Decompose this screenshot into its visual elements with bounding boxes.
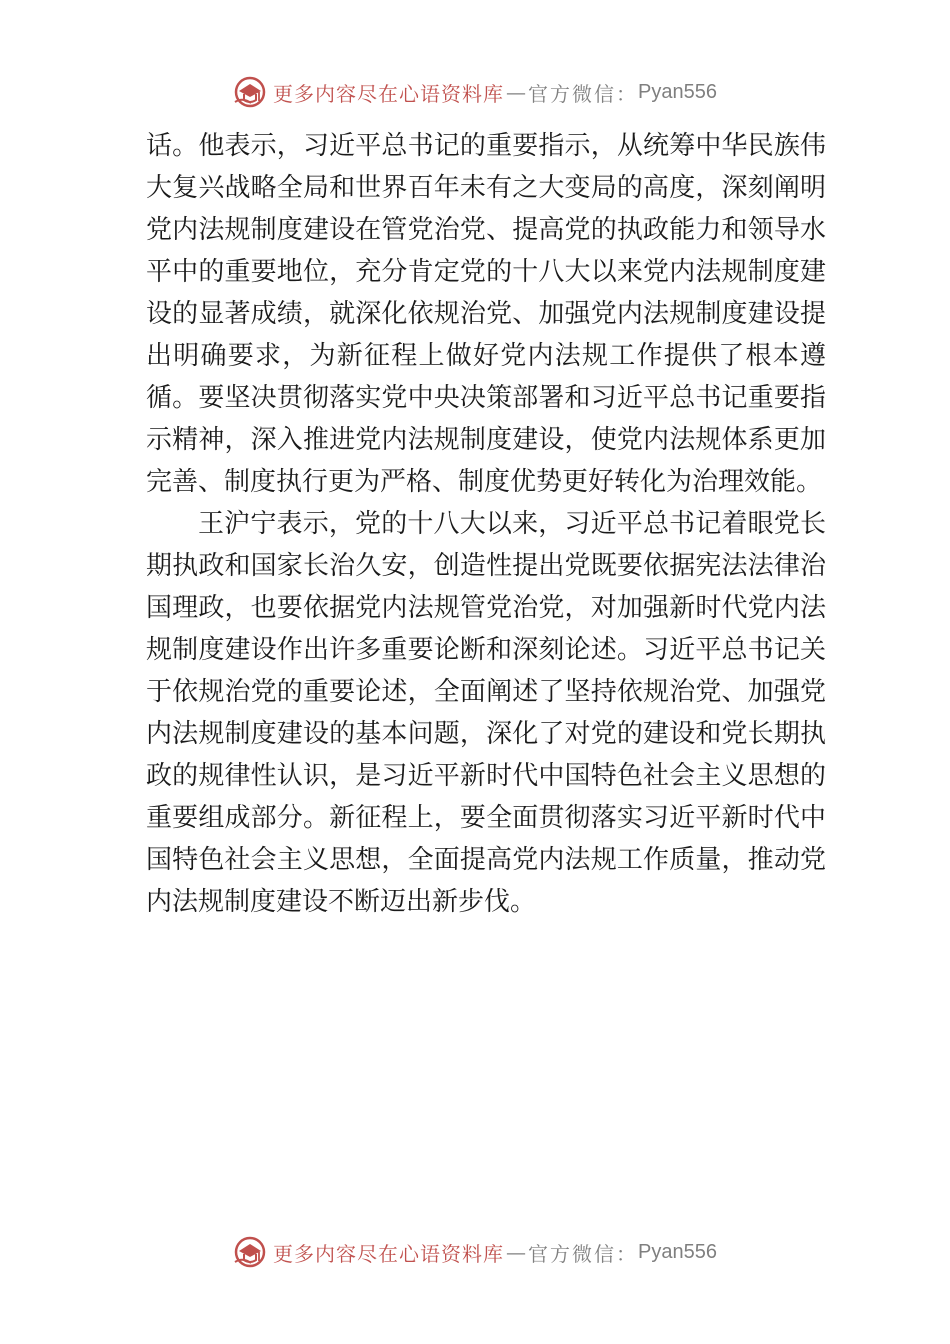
header-banner	[0, 72, 950, 112]
footer-wechat-label: 官方微信：	[528, 1241, 639, 1266]
header-wechat-id: Pyan556	[638, 80, 717, 103]
paragraph-1: 话。他表示，习近平总书记的重要指示，从统筹中华民族伟大复兴战略全局和世界百年未有之大变局的高度，深刻阐明党内法规制度建设在管党治党、提高党的执政能力和领导水平中的重要地位，充分肯定党的十八大以来党内法规制度建设的显著成绩，就深化依规治党、加强党内法规制度建设提出明确要求，为新征程上做好党内法规工作提供了根本遵循。要坚决贯彻落实党中央决策部署和习近平总书记重要指示精神，深入推进党内法规制度建设，使党内法规体系更加完善、制度执行更为严格、制度优势更好转化为治理效能。	[146, 131, 826, 497]
mortarboard-ribbon-logo-icon	[233, 1235, 267, 1269]
paragraph-2: 王沪宁表示，党的十八大以来，习近平总书记着眼党长期执政和国家长治久安，创造性提出党既要依据宪法法律治国理政，也要依据党内法规管党治党，对加强新时代党内法规制度建设作出许多重要论断和深刻论述。习近平总书记关于依规治党的重要论述，全面阐述了坚持依规治党、加强党内法规制度建设的基本问题，深化了对党的建设和党长期执政的规律性认识，是习近平新时代中国特色社会主义思想的重要组成部分。新征程上，要全面贯彻落实习近平新时代中国特色社会主义思想，全面提高党内法规工作质量，推动党内法规制度建设不断迈出新步伐。	[146, 509, 826, 917]
document-body	[146, 125, 826, 923]
footer-wechat-id: Pyan556	[638, 1240, 717, 1263]
footer-dash: —	[506, 1240, 527, 1264]
header-dash: —	[506, 80, 527, 104]
footer-banner	[0, 1232, 950, 1272]
footer-site-text: 更多内容尽在心语资料库	[273, 1241, 505, 1266]
header-wechat-label: 官方微信：	[528, 81, 639, 106]
header-site-text: 更多内容尽在心语资料库	[273, 81, 505, 106]
mortarboard-ribbon-logo-icon	[233, 75, 267, 109]
